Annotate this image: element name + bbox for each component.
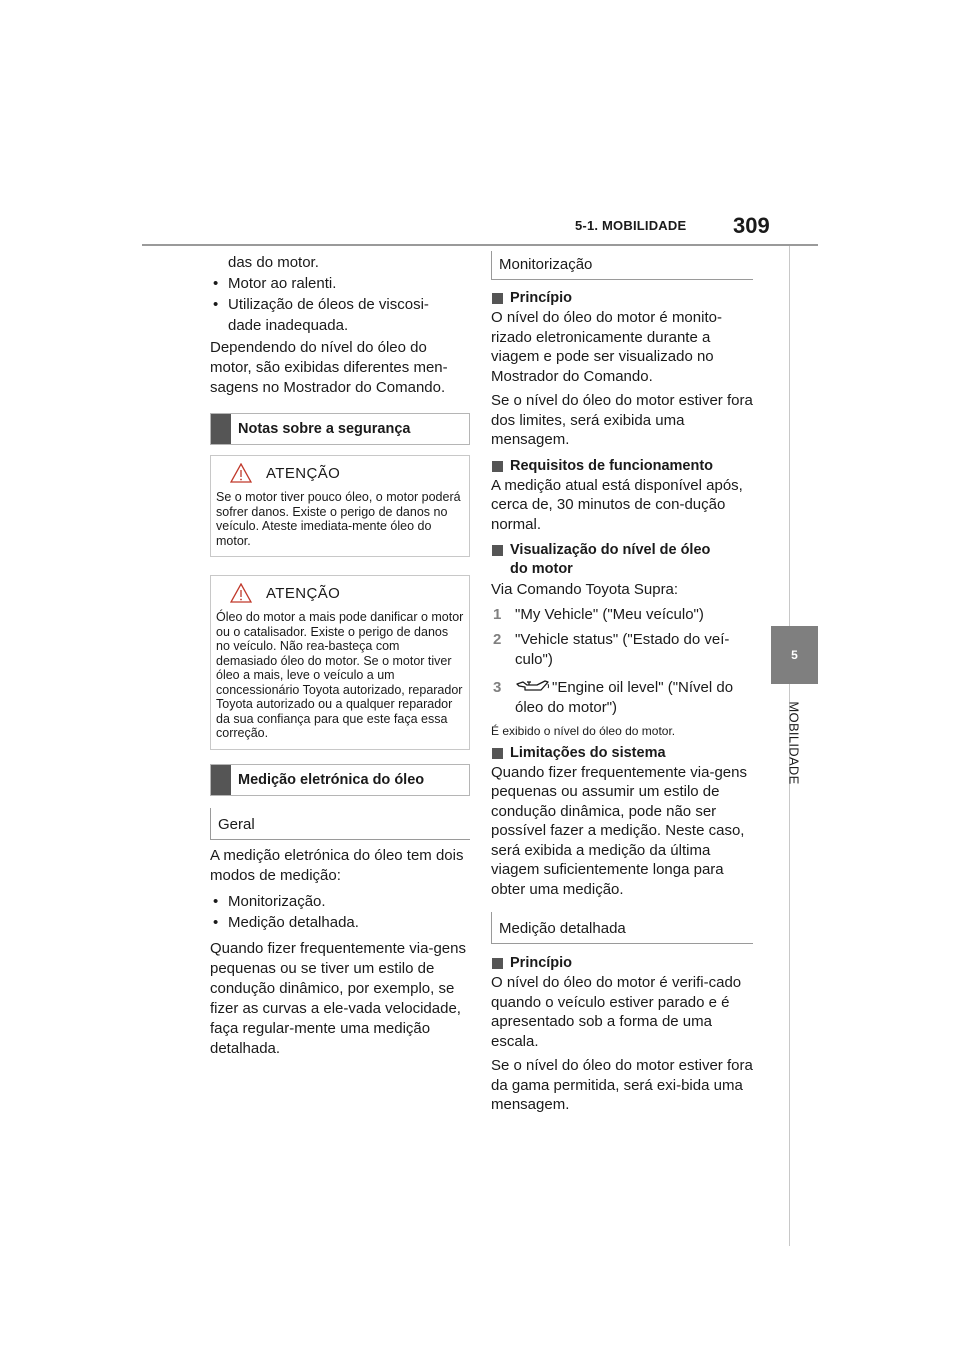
list-item: • Utilização de óleos de viscosi- (210, 295, 470, 315)
step-number: 1 (493, 605, 502, 623)
square-bullet-icon (492, 958, 503, 969)
section-title: 5-1. MOBILIDADE (575, 218, 687, 233)
topic-heading (491, 289, 753, 308)
paragraph: Se o nível do óleo do motor estiver fora dos limites, será exibida uma mensagem. (491, 392, 753, 448)
warning-title (216, 462, 464, 484)
warning-title (216, 582, 464, 604)
topic-heading-text: Princípio (510, 290, 573, 306)
left-column (210, 253, 470, 1065)
warning-text: Se o motor tiver pouco óleo, o motor poderá sofrer danos. Existe o perigo de danos no veículo. Ateste imediata-mente óleo do motor. (216, 490, 461, 548)
right-column (491, 251, 753, 1120)
topic-heading-line: do motor (510, 561, 573, 577)
oil-can-icon (515, 679, 551, 693)
step-number: 3 (493, 678, 502, 696)
step-text-content: "Engine oil level" ("Nível do óleo do motor") (515, 678, 734, 716)
step-text (515, 678, 753, 718)
warning-triangle-icon (230, 463, 252, 483)
square-bullet-icon (492, 461, 503, 472)
warning-label: ATENÇÃO (266, 584, 341, 602)
step-text: "My Vehicle" ("Meu veículo") (515, 605, 704, 623)
page-number: 309 (733, 213, 770, 238)
heading-marker (211, 414, 231, 444)
square-bullet-icon (492, 748, 503, 759)
step-item (491, 678, 753, 718)
chapter-tab[interactable]: 5 (771, 626, 818, 684)
square-bullet-icon (492, 293, 503, 304)
warning-triangle-icon (230, 583, 252, 603)
topic-heading-text: Requisitos de funcionamento (510, 457, 714, 474)
warning-box (210, 575, 470, 750)
step-text: "Vehicle status" ("Estado do veí-culo") (515, 630, 730, 668)
list-item: • Motor ao ralenti. (210, 274, 470, 294)
step-number: 2 (493, 630, 502, 648)
heading-marker (211, 765, 231, 795)
heading-text: Medição eletrónica do óleo (238, 771, 425, 788)
warning-box (210, 455, 470, 557)
note: É exibido o nível do óleo do motor. (491, 723, 676, 738)
section-heading-safety (210, 413, 470, 445)
step-item (491, 605, 753, 625)
topic-heading-text: Limitações do sistema (510, 744, 666, 761)
paragraph: Se o nível do óleo do motor estiver fora da gama permitida, será exi-bida uma mensagem. (491, 1057, 753, 1113)
paragraph: Quando fizer frequentemente via-gens pequenas ou se tiver um estilo de condução dinâmico, por exemplo, se fizer as curvas a ele-vada velocidade, faça regular-mente uma medição detalhada. (210, 939, 466, 1057)
bullet-continuation: das do motor. (228, 254, 319, 271)
topic-heading (491, 541, 753, 579)
section-heading-measurement (210, 764, 470, 796)
chapter-label-text: MOBILIDADE (786, 701, 802, 785)
bullet-continuation: dade inadequada. (228, 317, 349, 334)
subsection-heading: Medição detalhada (491, 912, 753, 944)
list-item: • Monitorização. (210, 892, 470, 912)
topic-heading (491, 744, 753, 763)
heading-text: Notas sobre a segurança (238, 421, 411, 437)
warning-label: ATENÇÃO (266, 464, 341, 482)
paragraph: Via Comando Toyota Supra: (491, 581, 679, 598)
topic-heading-line: Visualização do nível de óleo (510, 542, 711, 558)
paragraph: A medição atual está disponível após, cerca de, 30 minutos de con-dução normal. (491, 476, 743, 533)
subsection-heading: Geral (210, 808, 470, 840)
subsection-heading: Monitorização (491, 251, 753, 280)
square-bullet-icon (492, 545, 503, 556)
paragraph: O nível do óleo do motor é monito-rizado eletronicamente durante a viagem e pode ser visualizado no Mostrador do Comando. (491, 309, 722, 385)
topic-heading-text: Princípio (510, 955, 573, 971)
list-item: • Medição detalhada. (210, 913, 470, 933)
paragraph: O nível do óleo do motor é verifi-cado quando o veículo estiver parado e é apresentado sob a forma de uma escala. (491, 974, 742, 1050)
topic-heading (491, 954, 753, 973)
paragraph: A medição eletrónica do óleo tem dois modos de medição: (210, 846, 464, 884)
chapter-label (770, 693, 818, 793)
paragraph: Quando fizer frequentemente via-gens pequenas ou assumir um estilo de condução dinâmica, pode não ser possível fazer a medição. Neste caso, será exibida a medição da última viagem suficientemente longa para obter uma medição. (491, 763, 747, 898)
topic-heading (491, 457, 753, 476)
topic-heading-text (510, 541, 710, 579)
warning-text: Óleo do motor a mais pode danificar o motor ou o catalisador. Existe o perigo de danos no veículo. Não rea-basteça com demasiado óleo do motor. Se o motor tiver óleo a mais, leve o veículo a um concessionário Toyota autorizado, reparador Toyota autorizado ou a qualquer reparador da sua confiança para que este faça essa correção. (216, 610, 464, 740)
step-item (491, 630, 753, 670)
header-divider (142, 244, 818, 246)
paragraph: Dependendo do nível do óleo do motor, são exibidas diferentes men-sagens no Mostrador do Comando. (210, 339, 448, 396)
